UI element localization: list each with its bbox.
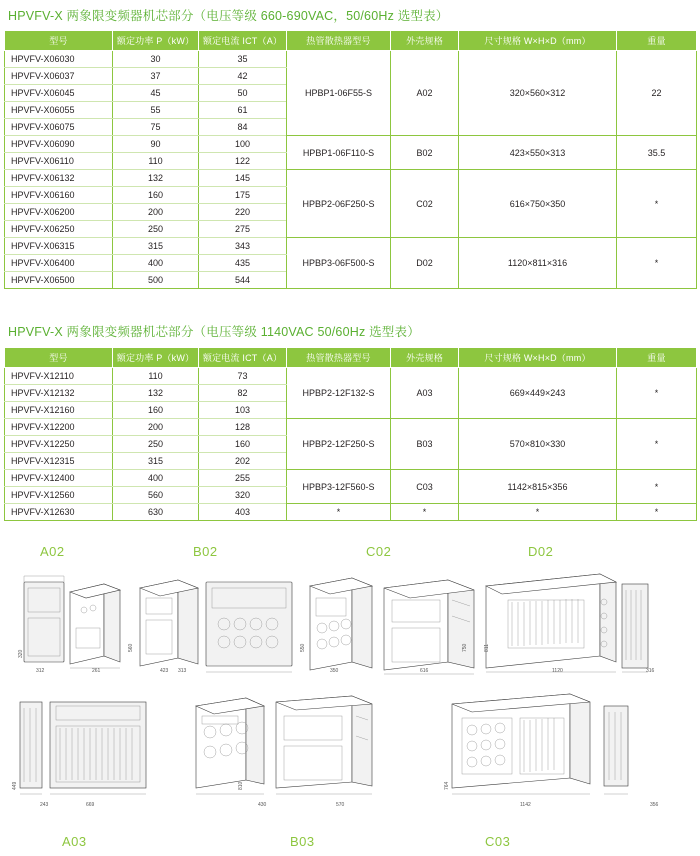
table-row (5, 238, 697, 255)
cell-model: HPVFV-X06075 (5, 119, 113, 136)
cell-radiator: HPBP1-06F55-S (287, 51, 391, 136)
table-row (5, 51, 697, 68)
cell-weight: 22 (617, 51, 697, 136)
dimension-label: 764 (444, 781, 450, 790)
cell-weight: * (617, 504, 697, 521)
table-header-row (5, 31, 697, 51)
case-label-b02: B02 (193, 544, 218, 559)
cell-power: 200 (113, 419, 199, 436)
cell-radiator: * (287, 504, 391, 521)
cell-radiator: HPBP2-12F132-S (287, 368, 391, 419)
cell-power: 630 (113, 504, 199, 521)
column-header-2: 额定电流 ICT（A） (199, 348, 287, 368)
cell-size: 1120×811×316 (459, 238, 617, 289)
cell-power: 250 (113, 436, 199, 453)
dimension-label: 616 (420, 668, 429, 674)
dimension-label: 430 (258, 802, 267, 808)
cell-case: * (391, 504, 459, 521)
cell-model: HPVFV-X06110 (5, 153, 113, 170)
cell-model: HPVFV-X06160 (5, 187, 113, 204)
cell-model: HPVFV-X06090 (5, 136, 113, 153)
table-body (5, 368, 697, 521)
drawing-d02 (486, 574, 648, 672)
dimension-label: 320 (18, 649, 24, 658)
dimension-drawings (0, 540, 700, 856)
cell-size: 423×550×313 (459, 136, 617, 170)
cell-model: HPVFV-X12250 (5, 436, 113, 453)
drawing-c02 (310, 578, 474, 674)
column-header-0: 型号 (5, 348, 113, 368)
section-title-1140v: HPVFV-X 两象限变频器机芯部分（电压等级 1140VAC 50/60Hz 选型表） (8, 325, 420, 339)
table-row (5, 470, 697, 487)
cell-current: 403 (199, 504, 287, 521)
table-header-row (5, 348, 697, 368)
table-row (5, 419, 697, 436)
cell-current: 73 (199, 368, 287, 385)
dimension-label: 316 (646, 668, 655, 674)
cell-radiator: HPBP3-12F560-S (287, 470, 391, 504)
cell-model: HPVFV-X06400 (5, 255, 113, 272)
spec-table-1140v (4, 347, 697, 521)
column-header-0: 型号 (5, 31, 113, 51)
table-row (5, 170, 697, 187)
table-row (5, 368, 697, 385)
cell-power: 55 (113, 102, 199, 119)
cell-case: D02 (391, 238, 459, 289)
cell-power: 250 (113, 221, 199, 238)
cell-power: 132 (113, 170, 199, 187)
cell-current: 145 (199, 170, 287, 187)
cell-radiator: HPBP1-06F110-S (287, 136, 391, 170)
case-label-c02: C02 (366, 544, 392, 559)
dimension-label: 550 (300, 643, 306, 652)
cell-case: B03 (391, 419, 459, 470)
cell-model: HPVFV-X12560 (5, 487, 113, 504)
dimension-label: 811 (484, 644, 490, 652)
cell-power: 500 (113, 272, 199, 289)
column-header-6: 重量 (617, 348, 697, 368)
cell-current: 100 (199, 136, 287, 153)
cell-radiator: HPBP2-12F250-S (287, 419, 391, 470)
drawings-artwork (0, 540, 700, 856)
cell-model: HPVFV-X06030 (5, 51, 113, 68)
cell-power: 30 (113, 51, 199, 68)
cell-radiator: HPBP2-06F250-S (287, 170, 391, 238)
cell-power: 45 (113, 85, 199, 102)
cell-power: 75 (113, 119, 199, 136)
cell-current: 343 (199, 238, 287, 255)
column-header-3: 热管散热器型号 (287, 31, 391, 51)
cell-model: HPVFV-X06500 (5, 272, 113, 289)
dimension-label: 423 (160, 668, 169, 674)
cell-size: 1142×815×356 (459, 470, 617, 504)
cell-model: HPVFV-X06315 (5, 238, 113, 255)
cell-current: 128 (199, 419, 287, 436)
dimension-label: 669 (86, 802, 95, 808)
cell-current: 255 (199, 470, 287, 487)
cell-size: 616×750×350 (459, 170, 617, 238)
cell-weight: * (617, 238, 697, 289)
cell-model: HPVFV-X12315 (5, 453, 113, 470)
cell-model: HPVFV-X06200 (5, 204, 113, 221)
column-header-1: 额定功率 P（kW） (113, 31, 199, 51)
dimension-label: 356 (650, 802, 659, 808)
cell-current: 320 (199, 487, 287, 504)
dimension-label: 312 (36, 668, 45, 674)
cell-weight: 35.5 (617, 136, 697, 170)
cell-current: 61 (199, 102, 287, 119)
cell-model: HPVFV-X12200 (5, 419, 113, 436)
case-label-c03: C03 (485, 834, 511, 849)
cell-case: C02 (391, 170, 459, 238)
cell-current: 35 (199, 51, 287, 68)
cell-power: 560 (113, 487, 199, 504)
case-label-d02: D02 (528, 544, 554, 559)
column-header-2: 额定电流 ICT（A） (199, 31, 287, 51)
drawing-b02 (140, 580, 292, 672)
cell-power: 90 (113, 136, 199, 153)
column-header-4: 外壳规格 (391, 348, 459, 368)
cell-model: HPVFV-X06045 (5, 85, 113, 102)
cell-size: 669×449×243 (459, 368, 617, 419)
cell-power: 400 (113, 255, 199, 272)
dimension-label: 449 (12, 781, 18, 790)
case-label-a02: A02 (40, 544, 65, 559)
dimension-label: 1142 (520, 802, 531, 808)
cell-model: HPVFV-X12132 (5, 385, 113, 402)
dimension-label: 810 (238, 781, 244, 790)
cell-model: HPVFV-X06037 (5, 68, 113, 85)
cell-weight: * (617, 470, 697, 504)
cell-model: HPVFV-X06250 (5, 221, 113, 238)
cell-current: 275 (199, 221, 287, 238)
table-row (5, 504, 697, 521)
cell-power: 315 (113, 238, 199, 255)
case-label-b03: B03 (290, 834, 315, 849)
cell-weight: * (617, 368, 697, 419)
cell-current: 84 (199, 119, 287, 136)
cell-model: HPVFV-X12400 (5, 470, 113, 487)
cell-power: 160 (113, 402, 199, 419)
cell-size: 320×560×312 (459, 51, 617, 136)
cell-model: HPVFV-X12160 (5, 402, 113, 419)
section-title-660v: HPVFV-X 两象限变频器机芯部分（电压等级 660-690VAC，50/60Hz 选型表） (8, 9, 449, 23)
cell-current: 202 (199, 453, 287, 470)
column-header-4: 外壳规格 (391, 31, 459, 51)
cell-size: * (459, 504, 617, 521)
column-header-5: 尺寸规格 W×H×D（mm） (459, 348, 617, 368)
cell-power: 37 (113, 68, 199, 85)
cell-current: 544 (199, 272, 287, 289)
cell-power: 160 (113, 187, 199, 204)
drawing-a02 (24, 576, 120, 668)
cell-model: HPVFV-X12630 (5, 504, 113, 521)
dimension-label: 750 (462, 643, 468, 652)
spec-table-660v (4, 30, 697, 289)
cell-current: 175 (199, 187, 287, 204)
dimension-label: 1120 (552, 668, 563, 674)
drawing-a03 (20, 702, 146, 794)
cell-case: A03 (391, 368, 459, 419)
cell-size: 570×810×330 (459, 419, 617, 470)
cell-model: HPVFV-X06055 (5, 102, 113, 119)
drawing-c03 (452, 694, 628, 794)
cell-model: HPVFV-X06132 (5, 170, 113, 187)
cell-current: 42 (199, 68, 287, 85)
cell-weight: * (617, 170, 697, 238)
cell-power: 400 (113, 470, 199, 487)
dimension-label: 261 (92, 668, 101, 674)
cell-case: A02 (391, 51, 459, 136)
cell-power: 110 (113, 153, 199, 170)
cell-model: HPVFV-X12110 (5, 368, 113, 385)
cell-power: 315 (113, 453, 199, 470)
dimension-label: 560 (128, 643, 134, 652)
cell-current: 160 (199, 436, 287, 453)
column-header-5: 尺寸规格 W×H×D（mm） (459, 31, 617, 51)
cell-weight: * (617, 419, 697, 470)
column-header-3: 热管散热器型号 (287, 348, 391, 368)
cell-current: 122 (199, 153, 287, 170)
cell-current: 50 (199, 85, 287, 102)
cell-case: C03 (391, 470, 459, 504)
cell-current: 103 (199, 402, 287, 419)
dimension-label: 313 (178, 668, 187, 674)
cell-power: 110 (113, 368, 199, 385)
dimension-label: 350 (330, 668, 339, 674)
cell-case: B02 (391, 136, 459, 170)
column-header-1: 额定功率 P（kW） (113, 348, 199, 368)
cell-power: 200 (113, 204, 199, 221)
table-row (5, 136, 697, 153)
cell-current: 220 (199, 204, 287, 221)
cell-power: 132 (113, 385, 199, 402)
table-body (5, 51, 697, 289)
drawing-b03 (196, 696, 372, 794)
column-header-6: 重量 (617, 31, 697, 51)
cell-radiator: HPBP3-06F500-S (287, 238, 391, 289)
cell-current: 435 (199, 255, 287, 272)
dimension-label: 243 (40, 802, 49, 808)
cell-current: 82 (199, 385, 287, 402)
case-label-a03: A03 (62, 834, 87, 849)
dimension-label: 570 (336, 802, 345, 808)
